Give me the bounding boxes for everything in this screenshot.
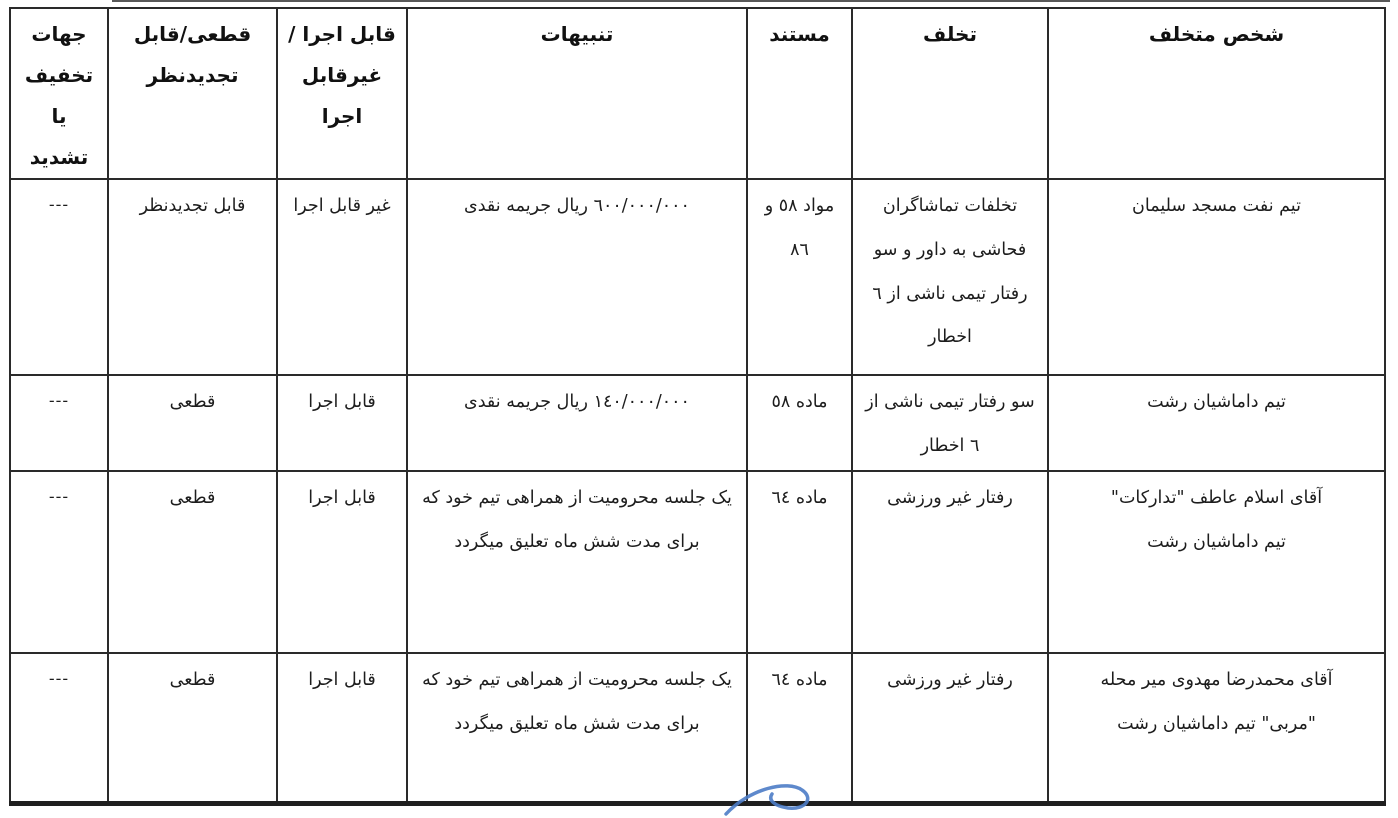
cell-enforceable: غیر قابل اجرا [277,179,407,375]
cell-document: مواد ٥٨ و ٨٦ [747,179,852,375]
header-enforceable: قابل اجرا /غیرقابل اجرا [277,8,407,179]
table-row [10,471,1385,653]
header-finality: قطعی/قابل تجدیدنظر [108,8,277,179]
cell-document: ماده ٦٤ [747,653,852,803]
cell-violation: رفتار غیر ورزشی [852,653,1048,803]
cell-finality: قابل تجدیدنظر [108,179,277,375]
cell-person: آقای اسلام عاطف "تدارکات" تیم داماشیان رشت [1048,471,1385,653]
cell-violation: سو رفتار تیمی ناشی از ٦ اخطار [852,375,1048,471]
cell-finality: قطعی [108,471,277,653]
cell-mitigation: --- [10,375,108,471]
cell-finality: قطعی [108,653,277,803]
table-row [10,375,1385,471]
cell-finality: قطعی [108,375,277,471]
table-row [10,179,1385,375]
header-violation: تخلف [852,8,1048,179]
header-mitigation: جهات تخفیف یا تشدید [10,8,108,179]
header-penalties: تنبیهات [407,8,747,179]
cell-enforceable: قابل اجرا [277,375,407,471]
cell-penalties: ٦٠٠/٠٠٠/٠٠٠ ریال جریمه نقدی [407,179,747,375]
scan-artifact-line [112,0,1390,2]
cell-mitigation: --- [10,179,108,375]
cell-enforceable: قابل اجرا [277,653,407,803]
cell-document: ماده ٥٨ [747,375,852,471]
cell-violation: رفتار غیر ورزشی [852,471,1048,653]
cell-person: تیم نفت مسجد سلیمان [1048,179,1385,375]
cell-enforceable: قابل اجرا [277,471,407,653]
cell-document: ماده ٦٤ [747,471,852,653]
header-document: مستند [747,8,852,179]
cell-violation: تخلفات تماشاگران فحاشی به داور و سو رفتار تیمی ناشی از ٦ اخطار [852,179,1048,375]
cell-person: تیم داماشیان رشت [1048,375,1385,471]
cell-mitigation: --- [10,653,108,803]
table-header-row [10,8,1385,179]
cell-penalties: ١٤٠/٠٠٠/٠٠٠ ریال جریمه نقدی [407,375,747,471]
cell-penalties: یک جلسه محرومیت از همراهی تیم خود که برای مدت شش ماه تعلیق میگردد [407,471,747,653]
cell-mitigation: --- [10,471,108,653]
cell-person: آقای محمدرضا مهدوی میر محله "مربی" تیم داماشیان رشت [1048,653,1385,803]
cell-penalties: یک جلسه محرومیت از همراهی تیم خود که برای مدت شش ماه تعلیق میگردد [407,653,747,803]
header-person: شخص متخلف [1048,8,1385,179]
table-row [10,653,1385,803]
violations-table [9,7,1386,806]
